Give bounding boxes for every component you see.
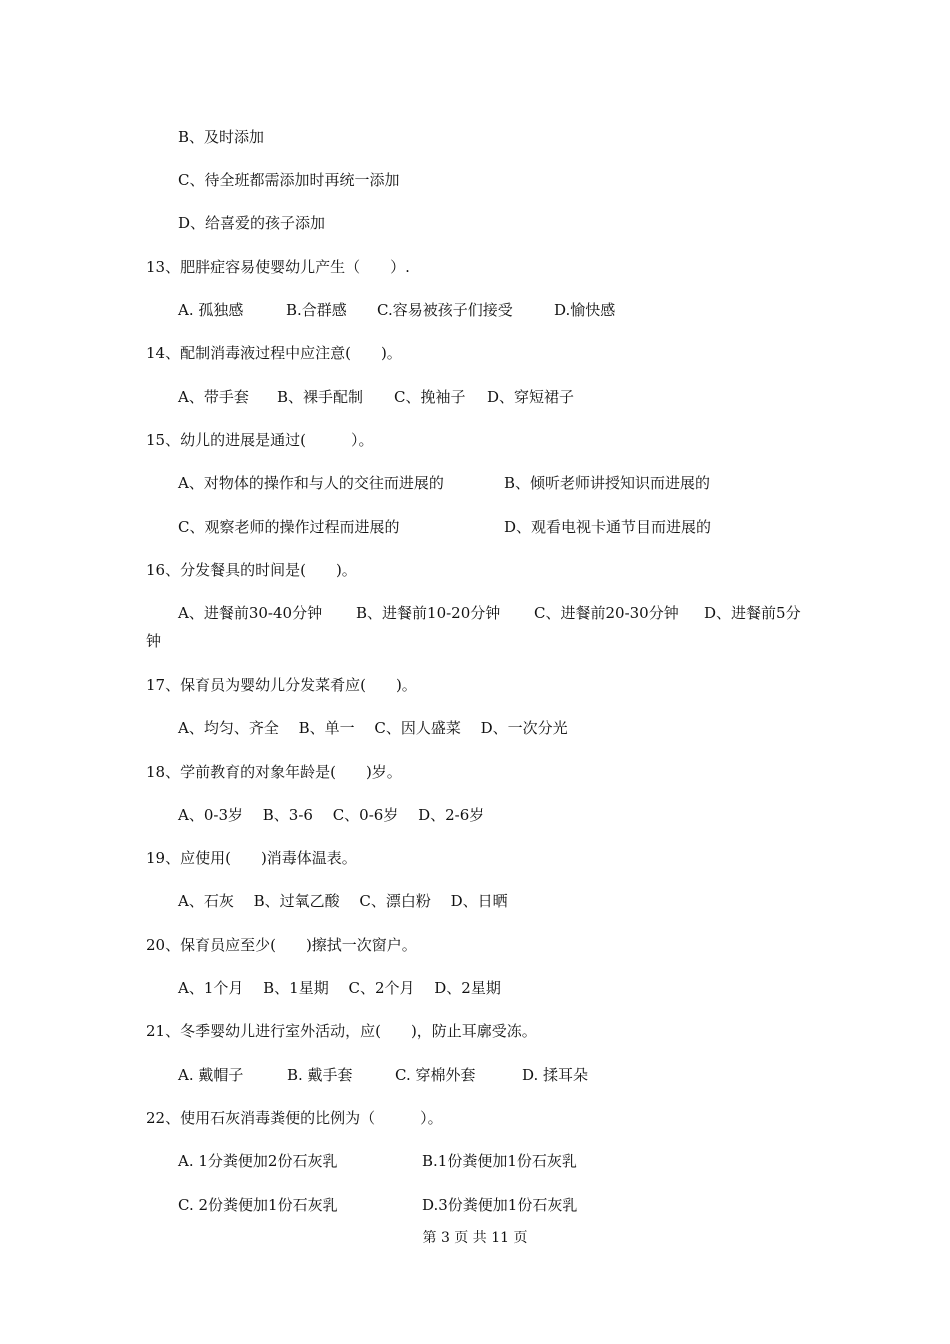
question-15-options-row2 bbox=[0, 515, 950, 539]
question-18-options: A、0-3岁 B、3-6 C、0-6岁 D、2-6岁 bbox=[178, 806, 485, 824]
option: D、进餐前5分 bbox=[704, 604, 801, 622]
option: A、对物体的操作和与人的交往而进展的 bbox=[178, 474, 444, 492]
option: A、带手套 bbox=[178, 388, 249, 406]
page-number-footer: 第 3 页 共 11 页 bbox=[422, 1230, 528, 1246]
question-15-options-row1 bbox=[0, 471, 950, 495]
option: B. 戴手套 bbox=[287, 1066, 353, 1084]
option: A. 1分粪便加2份石灰乳 bbox=[178, 1152, 338, 1170]
option: D、穿短裙子 bbox=[487, 388, 575, 406]
option: D.3份粪便加1份石灰乳 bbox=[422, 1196, 578, 1214]
option: B、进餐前10-20分钟 bbox=[356, 604, 501, 622]
question-19-options: A、石灰 B、过氧乙酸 C、漂白粉 D、日晒 bbox=[178, 892, 508, 910]
question-18: 18、学前教育的对象年龄是( )岁。 bbox=[146, 763, 402, 781]
option: C、挽袖子 bbox=[394, 388, 466, 406]
option-line: C、待全班都需添加时再统一添加 bbox=[178, 171, 400, 189]
option: B、倾听老师讲授知识而进展的 bbox=[504, 474, 711, 492]
question-16-options bbox=[0, 601, 950, 625]
question-14-options bbox=[0, 385, 950, 409]
question-21-options bbox=[0, 1063, 950, 1087]
question-20-options: A、1个月 B、1星期 C、2个月 D、2星期 bbox=[178, 979, 501, 997]
option: B、裸手配制 bbox=[277, 388, 364, 406]
question-19: 19、应使用( )消毒体温表。 bbox=[146, 849, 357, 867]
question-15: 15、幼儿的进展是通过( ）。 bbox=[146, 431, 374, 449]
question-13-options bbox=[0, 298, 950, 322]
question-16-wrap: 钟 bbox=[146, 632, 162, 650]
option-line: D、给喜爱的孩子添加 bbox=[178, 214, 326, 232]
question-13: 13、肥胖症容易使婴幼儿产生（ ）. bbox=[146, 258, 410, 276]
option-line: B、及时添加 bbox=[178, 128, 265, 146]
question-17-options: A、均匀、齐全 B、单一 C、因人盛菜 D、一次分光 bbox=[178, 719, 568, 737]
option: A、进餐前30-40分钟 bbox=[178, 604, 323, 622]
option: B.合群感 bbox=[286, 301, 347, 319]
option: C.容易被孩子们接受 bbox=[377, 301, 513, 319]
option: D.愉快感 bbox=[554, 301, 616, 319]
option: A. 孤独感 bbox=[178, 301, 244, 319]
question-22: 22、使用石灰消毒粪便的比例为（ ）。 bbox=[146, 1109, 443, 1127]
question-22-options-row2 bbox=[0, 1193, 950, 1217]
question-21: 21、冬季婴幼儿进行室外活动，应( )，防止耳廓受冻。 bbox=[146, 1022, 537, 1040]
question-16: 16、分发餐具的时间是( )。 bbox=[146, 561, 357, 579]
option: D. 揉耳朵 bbox=[522, 1066, 589, 1084]
question-14: 14、配制消毒液过程中应注意( )。 bbox=[146, 344, 402, 362]
option: D、观看电视卡通节目而进展的 bbox=[504, 518, 712, 536]
question-22-options-row1 bbox=[0, 1149, 950, 1173]
option: C、进餐前20-30分钟 bbox=[534, 604, 679, 622]
option: C. 穿棉外套 bbox=[395, 1066, 476, 1084]
question-20: 20、保育员应至少( )擦拭一次窗户。 bbox=[146, 936, 417, 954]
option: A. 戴帽子 bbox=[178, 1066, 244, 1084]
option: C、观察老师的操作过程而进展的 bbox=[178, 518, 400, 536]
option: B.1份粪便加1份石灰乳 bbox=[422, 1152, 577, 1170]
option: C. 2份粪便加1份石灰乳 bbox=[178, 1196, 338, 1214]
question-17: 17、保育员为婴幼儿分发菜肴应( )。 bbox=[146, 676, 417, 694]
